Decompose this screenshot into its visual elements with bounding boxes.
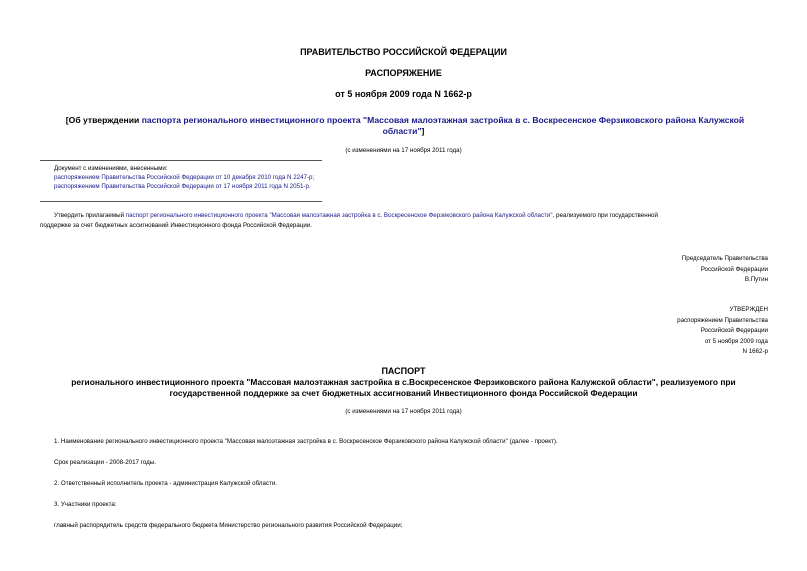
passport-title: ПАСПОРТ <box>381 366 426 376</box>
approved-line4: от 5 ноября 2009 года <box>704 337 768 345</box>
signature-block <box>682 254 768 286</box>
changes-intro: Документ с изменениями, внесенными: <box>54 165 168 172</box>
approved-line5: N 1662-р <box>742 348 768 355</box>
approved-title: УТВЕРЖДЕН <box>729 306 768 313</box>
approve-suffix: , реализуемого при государственной <box>552 212 658 219</box>
passport-amendment-note: (с изменениями на 17 ноября 2011 года) <box>345 408 462 415</box>
passport-item: Срок реализации - 2008-2017 годы. <box>54 459 156 466</box>
passport-subtitle-line2: государственной поддержке за счет бюджетных ассигнований Инвестиционного фонда Российской Федерации <box>169 388 638 398</box>
approved-block <box>677 305 768 358</box>
approve-line2: поддержке за счет бюджетных ассигнований Инвестиционного фонда Российской Федерации. <box>40 222 312 229</box>
passport-item: 2. Ответственный исполнитель проекта - администрация Калужской области. <box>54 480 278 487</box>
passport-item: 1. Наименование регионального инвестиционного проекта "Массовая малоэтажная застройка в с. Воскресенское Ферзиковского района Калужской области" (далее - проект). <box>54 438 558 445</box>
document-type-heading: РАСПОРЯЖЕНИЕ <box>365 68 442 78</box>
signature-name: В.Путин <box>744 276 768 283</box>
document-title <box>50 115 760 126</box>
approved-line2: распоряжением Правительства <box>677 316 768 324</box>
amendment-note: (с изменениями на 17 ноября 2011 года) <box>345 147 462 154</box>
document-title-suffix: ] <box>421 126 425 136</box>
changes-top-divider <box>40 160 322 161</box>
passport-item: 3. Участники проекта: <box>54 501 117 508</box>
signature-position: Председатель Правительства <box>681 255 768 262</box>
document-title-line2 <box>0 126 807 137</box>
government-heading: ПРАВИТЕЛЬСТВО РОССИЙСКОЙ ФЕДЕРАЦИИ <box>300 47 507 57</box>
changes-box <box>54 164 314 191</box>
signature-country: Российской Федерации <box>700 265 768 273</box>
approve-paragraph <box>54 211 774 220</box>
document-date-number: от 5 ноября 2009 года N 1662-р <box>335 89 472 99</box>
approve-prefix: Утвердить прилагаемый <box>54 212 126 219</box>
changes-item-1[interactable]: распоряжением Правительства Российской Федерации от 10 декабря 2010 года N 2247-р; <box>54 174 315 181</box>
changes-item-2[interactable]: распоряжением Правительства Российской Федерации от 17 ноября 2011 года N 2051-р. <box>54 183 311 190</box>
passport-item: главный распорядитель средств федерального бюджета Министерство регионального развития Российской Федерации; <box>54 522 403 529</box>
document-title-link-line2[interactable]: области" <box>382 126 422 136</box>
changes-bottom-divider <box>40 201 322 202</box>
approve-link[interactable]: паспорт регионального инвестиционного проекта "Массовая малоэтажная застройка в с. Воскресенское Ферзиковского района Калужской области" <box>125 212 553 219</box>
document-title-link[interactable]: паспорта регионального инвестиционного проекта "Массовая малоэтажная застройка в с. Воскресенское Ферзиковского района Калужской <box>141 115 745 125</box>
approved-line3: Российской Федерации <box>700 327 768 334</box>
document-title-prefix: [Об утверждении <box>65 115 142 125</box>
passport-subtitle-line1: регионального инвестиционного проекта "Массовая малоэтажная застройка в с.Воскресенское Ферзиковского района Калужской области", реализуемого при <box>71 377 736 387</box>
